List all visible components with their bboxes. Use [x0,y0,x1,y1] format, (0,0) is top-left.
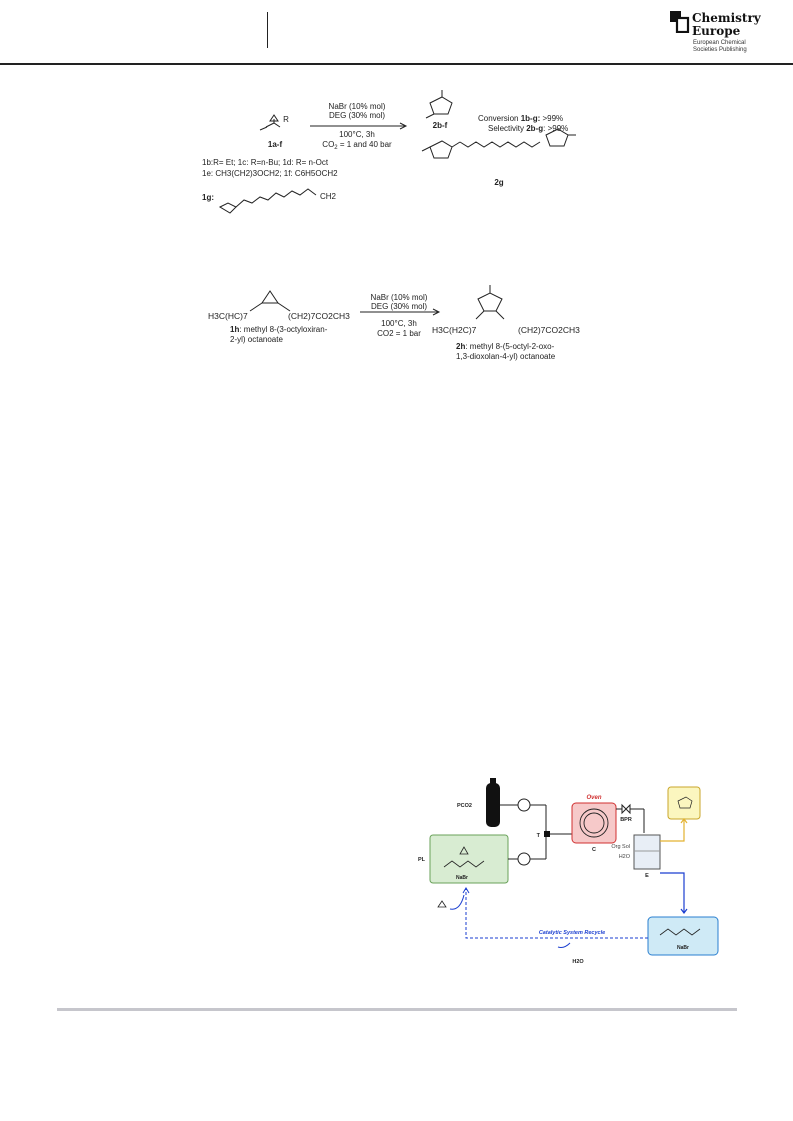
brand-sub1: European Chemical [693,40,746,46]
s2-pr-name-2: 1,3-dioxolan-4-yl) octanoate [456,352,556,361]
chemistry-europe-logo-icon [670,11,690,33]
flow-org-sol: Org Sol [611,844,630,850]
flow-pco2-label: PCO2 [457,803,472,809]
s1-reagent-2: DEG (30% mol) [328,111,386,120]
bpr-valve-icon [622,805,630,813]
s1-2g-label: 2g [494,178,504,187]
flow-recycle-label: Catalytic System Recycle [538,930,606,936]
flow-nabr1: NaBr [456,875,468,881]
pump-icon-co2 [518,799,530,811]
s2-cond-1: 100°C, 3h [381,319,417,328]
s2-sm-name-1: 1h: methyl 8-(3-octyloxiran- [230,325,328,334]
s1-selectivity: Selectivity 2b-g: >99% [488,124,569,133]
product-box-yellow [668,787,700,819]
flow-water-out: H2O [572,959,584,965]
s1-product-label: 2b-f [432,121,448,130]
s1-reagent-1: NaBr (10% mol) [328,102,386,111]
s2-pr-left: H3C(H2C)7 [432,325,477,335]
s1-substituents-2: 1e: CH3(CH2)3OCH2; 1f: C6H5OCH2 [202,169,338,178]
s1-substituents-1: 1b:R= Et; 1c: R=n-Bu; 1d: R= n-Oct [202,158,329,167]
flow-e-label: E [645,873,649,879]
reaction-scheme-1 [190,85,610,225]
s2-reagent-2: DEG (30% mol) [370,302,428,311]
brand-sub2: Societies Publishing [693,47,747,53]
s2-sm-right: (CH2)7CO2CH3 [288,311,350,321]
t-mixer-icon [544,831,550,837]
s2-sm-name-2: 2-yl) octanoate [230,335,283,344]
beaker-icon [634,835,660,869]
flow-nabr2: NaBr [677,945,689,951]
brand-line1: Chemistry [692,11,761,25]
reservoir-green [430,835,508,883]
header-divider [267,12,268,48]
s2-pr-name-1: 2h: methyl 8-(5-octyl-2-oxo- [456,342,555,351]
s1-conversion: Conversion 1b-g: >99% [478,114,564,123]
s2-pr-right: (CH2)7CO2CH3 [518,325,580,335]
s1-cond-1: 100°C, 3h [339,130,375,139]
s2-sm-left: H3C(HC)7 [208,311,248,321]
flow-c-label: C [592,847,596,853]
flow-water-label: H2O [618,854,630,860]
pump-icon-liquid [518,853,530,865]
co2-cylinder-icon [486,783,500,827]
flow-bpr-label: BPR [620,817,632,823]
s1-1g-tail: CH2 [320,192,337,201]
s2-cond-2: CO2 = 1 bar [377,329,421,338]
s1-1g-label: 1g: [202,193,214,202]
s1-start-label: 1a-f [267,140,283,149]
flow-pl-label: PL [418,857,426,863]
brand-name [692,12,761,38]
header-rule [0,63,793,65]
flow-oven-label: Oven [586,795,602,801]
brand-subtitle [693,40,747,54]
s1-cond-2: $CO_2 = 1$ and 40 bar [322,140,392,151]
flow-t-label: T [536,833,540,839]
footer-rule [57,1008,737,1011]
reaction-scheme-2 [200,275,620,375]
r-label-1: R [283,115,289,124]
s2-reagent-1: NaBr (10% mol) [370,293,428,302]
svg-text:R [283,115,289,124]
brand-line2: Europe [692,24,741,38]
flow-setup-diagram [410,775,740,975]
